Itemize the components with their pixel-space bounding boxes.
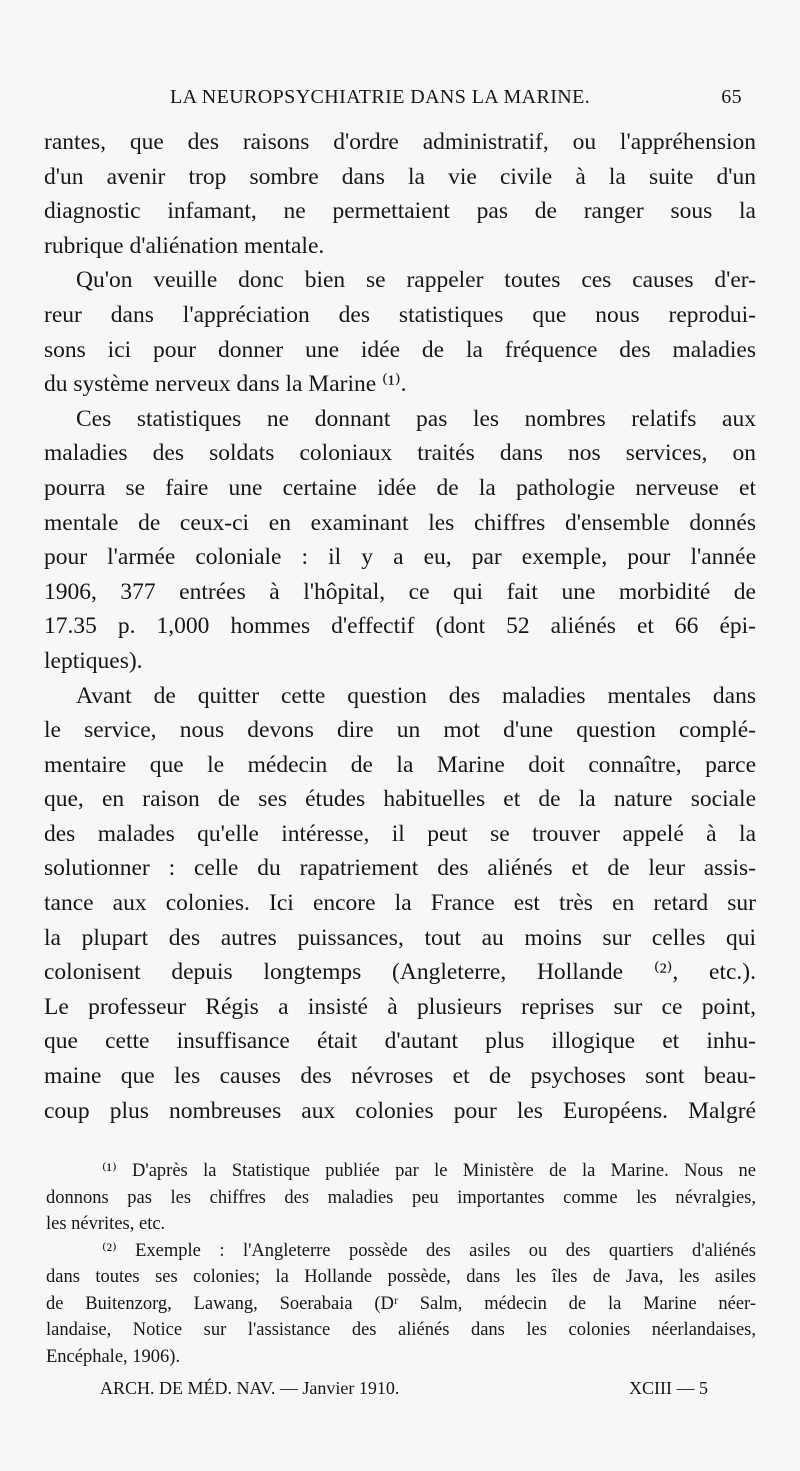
page-number: 65 bbox=[721, 86, 742, 108]
text-line: le service, nous devons dire un mot d'une question complé- bbox=[44, 717, 756, 744]
text-line: tance aux colonies. Ici encore la France est très en retard sur bbox=[44, 890, 756, 917]
text-line: rubrique d'aliénation mentale. bbox=[44, 232, 325, 259]
text-line: 1906, 377 entrées à l'hôpital, ce qui fait une morbidité de bbox=[44, 578, 756, 605]
footnote-line: ⁽²⁾ Exemple : l'Angleterre possède des asiles ou des quartiers d'aliénés bbox=[102, 1240, 756, 1261]
signature-mark: XCIII — 5 bbox=[629, 1378, 708, 1398]
text-line: colonisent depuis longtemps (Angleterre, Hollande ⁽²⁾, etc.). bbox=[44, 959, 756, 986]
text-line: pourra se faire une certaine idée de la pathologie nerveuse et bbox=[44, 474, 756, 501]
text-line: la plupart des autres puissances, tout au moins sur celles qui bbox=[44, 924, 756, 951]
text-line: 17.35 p. 1,000 hommes d'effectif (dont 52 aliénés et 66 épi- bbox=[44, 613, 756, 640]
signature-line bbox=[100, 1378, 708, 1406]
text-line: solutionner : celle du rapatriement des aliénés et de leur assis- bbox=[44, 855, 756, 882]
text-line: d'un avenir trop sombre dans la vie civile à la suite d'un bbox=[44, 163, 756, 190]
footnote-line: Encéphale, 1906). bbox=[46, 1346, 181, 1367]
body-text bbox=[44, 125, 756, 1128]
text-line: Qu'on veuille donc bien se rappeler toutes ces causes d'er- bbox=[76, 267, 756, 294]
text-line: Le professeur Régis a insisté à plusieurs reprises sur ce point, bbox=[44, 993, 756, 1020]
journal-reference: ARCH. DE MÉD. NAV. — Janvier 1910. bbox=[100, 1378, 400, 1398]
footnote-line: ⁽¹⁾ D'après la Statistique publiée par le Ministère de la Marine. Nous ne bbox=[102, 1161, 756, 1181]
footnote-line: les névrites, etc. bbox=[46, 1214, 166, 1234]
text-line: mentale de ceux-ci en examinant les chiffres d'ensemble donnés bbox=[44, 509, 756, 536]
text-line: maladies des soldats coloniaux traités dans nos services, on bbox=[44, 440, 756, 467]
running-title: LA NEUROPSYCHIATRIE DANS LA MARINE. bbox=[170, 86, 591, 108]
text-line: que cette insuffisance était d'autant plus illogique et inhu- bbox=[44, 1028, 756, 1055]
text-line: Avant de quitter cette question des maladies mentales dans bbox=[76, 682, 756, 709]
footnote-line: landaise, Notice sur l'assistance des aliénés dans les colonies néerlandaises, bbox=[46, 1320, 756, 1340]
text-line: maine que les causes des névroses et de psychoses sont beau- bbox=[44, 1063, 756, 1090]
footnote-line: donnons pas les chiffres des maladies peu importantes comme les névralgies, bbox=[46, 1187, 756, 1208]
text-line: leptiques). bbox=[44, 647, 143, 674]
text-line: coup plus nombreuses aux colonies pour les Européens. Malgré bbox=[44, 1097, 756, 1124]
text-line: rantes, que des raisons d'ordre administratif, ou l'appréhension bbox=[44, 129, 756, 155]
text-line: des malades qu'elle intéresse, il peut se trouver appelé à la bbox=[44, 820, 756, 847]
text-line: pour l'armée coloniale : il y a eu, par exemple, pour l'année bbox=[44, 544, 756, 571]
text-line: reur dans l'appréciation des statistiques que nous reprodui- bbox=[44, 301, 756, 328]
footnotes bbox=[46, 1158, 756, 1370]
text-line: sons ici pour donner une idée de la fréquence des maladies bbox=[44, 336, 756, 363]
text-line: du système nerveux dans la Marine ⁽¹⁾. bbox=[44, 371, 407, 398]
text-line: diagnostic infamant, ne permettaient pas de ranger sous la bbox=[44, 198, 756, 225]
text-line: mentaire que le médecin de la Marine doit connaître, parce bbox=[44, 751, 756, 778]
text-line: que, en raison de ses études habituelles et de la nature sociale bbox=[44, 786, 756, 813]
text-line: Ces statistiques ne donnant pas les nombres relatifs aux bbox=[76, 405, 756, 432]
footnote-line: dans toutes ses colonies; la Hollande possède, dans les îles de Java, les asiles bbox=[46, 1267, 756, 1287]
footnote-line: de Buitenzorg, Lawang, Soerabaia (Dʳ Salm, médecin de la Marine néer- bbox=[46, 1293, 756, 1314]
running-head bbox=[170, 86, 742, 116]
